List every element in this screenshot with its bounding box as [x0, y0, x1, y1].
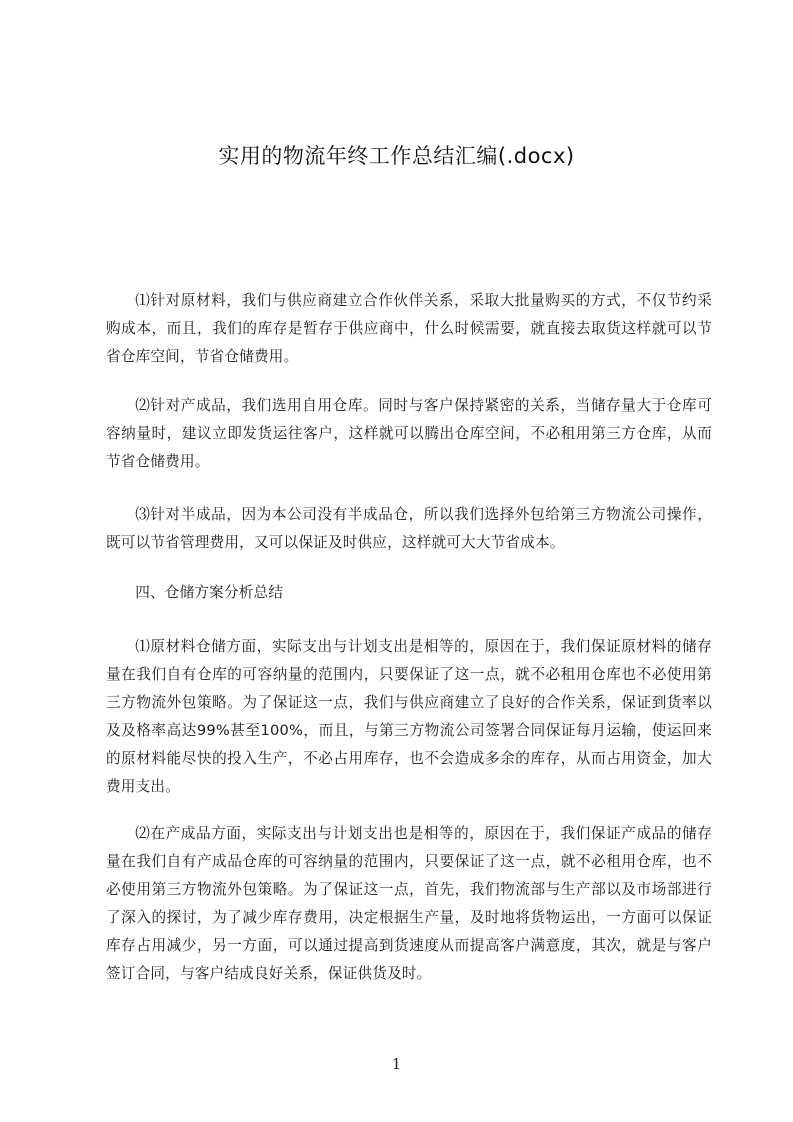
- paragraph-raw-materials-summary: ⑴原材料仓储方面，实际支出与计划支出是相等的，原因在于，我们保证原材料的储存量在我们自有仓库的可容纳量的范围内，只要保证了这一点，就不必租用仓库也不必使用第三方物流外包策略。为了保证这一点，我们与供应商建立了良好的合作关系，保证到货率以及及格率高达99%甚至100%，而且，与第三方物流公司签署合同保证每月运输，使运回来的原材料能尽快的投入生产，不必占用库存，也不会造成多余的库存，从而占用资金，加大费用支出。: [106, 638, 712, 795]
- page-number: 1: [391, 1055, 402, 1073]
- paragraph-finished-goods-summary: ⑵在产成品方面，实际支出与计划支出也是相等的，原因在于，我们保证产成品的储存量在我们自有产成品仓库的可容纳量的范围内，只要保证了这一点，就不必租用仓库，也不必使用第三方物流外包策略。为了保证这一点，首先，我们物流部与生产部以及市场部进行了深入的探讨，为了减少库存费用，决定根据生产量，及时地将货物运出，一方面可以保证库存占用减少，另一方面，可以通过提高到货速度从而提高客户满意度，其次，就是与客户签订合同，与客户结成良好关系，保证供货及时。: [106, 825, 712, 982]
- paragraph-semi-finished: ⑶针对半成品，因为本公司没有半成品仓，所以我们选择外包给第三方物流公司操作，既可以节省管理费用，又可以保证及时供应，这样就可大大节省成本。: [106, 506, 712, 551]
- paragraph-finished-goods: ⑵针对产成品，我们选用自用仓库。同时与客户保持紧密的关系，当储存量大于仓库可容纳量时，建议立即发货运往客户，这样就可以腾出仓库空间，不必租用第三方仓库，从而节省仓储费用。: [106, 397, 712, 470]
- paragraph-raw-materials: ⑴针对原材料，我们与供应商建立合作伙伴关系，采取大批量购买的方式，不仅节约采购成本，而且，我们的库存是暂存于供应商中，什么时候需要，就直接去取货这样就可以节省仓库空间，节省仓储费用。: [106, 292, 712, 365]
- document-title: 实用的物流年终工作总结汇编(.docx): [218, 144, 575, 168]
- section-heading: 四、仓储方案分析总结: [135, 584, 284, 601]
